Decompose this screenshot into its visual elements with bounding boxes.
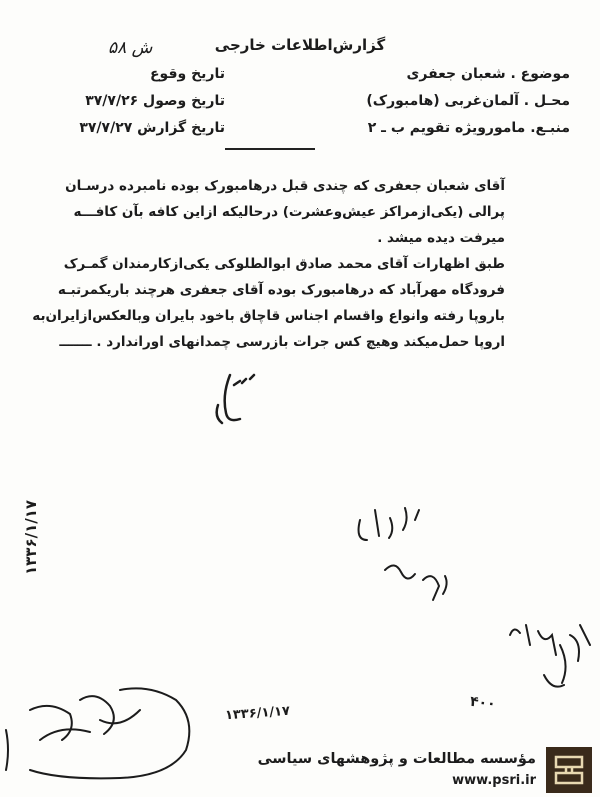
body-line: آقای شعبان جعفری که چندی قبل درهامبورک بوده نامبرده درسـان [65, 178, 505, 194]
right-note-number: ۴۰۰ [469, 693, 497, 713]
meta-label: محـل . [523, 93, 570, 109]
body-line: پرالی (یکی‌ازمراکز عیش‌وعشرت) درحالیکه ازاین کافه بآن کافـــه [73, 204, 505, 220]
bottom-date-stamp: ۱۳۳۶/۱/۱۷ [224, 703, 291, 724]
handwritten-note-bottom-left [0, 680, 200, 780]
meta-value: ۳۷/۷/۲۶ [85, 93, 139, 109]
body-line: میرفت دیده میشد . [377, 230, 505, 246]
separator-rule [225, 148, 315, 150]
institute-url[interactable]: www.psri.ir [452, 773, 536, 788]
meta-label: منبـع. [530, 120, 570, 136]
meta-date-occurrence [150, 66, 225, 82]
left-vertical-stamp: ۱۳۳۶/۱/۱۷ [22, 499, 40, 575]
meta-value: شعبان جعفری [406, 66, 506, 82]
institute-logo-icon [546, 747, 592, 793]
meta-value: مامورویژه تقویم ب ـ ۲ [367, 120, 526, 136]
meta-label: موضوع . [510, 66, 570, 82]
institute-name: مؤسسه مطالعات و پژوهشهای سیاسی [257, 751, 536, 767]
meta-location [366, 93, 570, 109]
signature-scribble [200, 365, 270, 435]
body-line: باروپا رفته وانواع واقسام اجناس قاچاق باخود بایران وبالعکس‌ازایران‌به [32, 308, 505, 324]
meta-date-received [85, 93, 225, 109]
body-line: طبق اظهارات آقای محمد صادق ابوالطلوکی یکی‌ازکارمندان گمـرک [63, 256, 505, 272]
body-line: اروپا حمل‌میکند وهیچ کس جرات بازرسی چمدانهای اوراندارد . ـــــــ [59, 334, 505, 350]
meta-label: تاریخ وقوع [149, 66, 225, 82]
body-line: فرودگاه مهرآباد که درهامبورک بوده آقای جعفری هرچند باریکمرتبـه [57, 282, 505, 298]
handwritten-annotation-right [500, 605, 595, 705]
handwritten-annotation-middle [345, 500, 465, 610]
meta-label: تاریخ گزارش [137, 120, 225, 136]
meta-label: تاریخ وصول [143, 93, 225, 109]
meta-subject [407, 66, 570, 82]
meta-value: ۳۷/۷/۲۷ [79, 120, 133, 136]
document-title: گزارش‌اطلاعات خارجی [214, 36, 386, 54]
footer-watermark [257, 745, 600, 797]
handwritten-number: ش ۵۸ [108, 38, 153, 58]
meta-value: آلمان‌غربی (هامبورک) [366, 93, 519, 109]
meta-source [368, 120, 570, 136]
meta-date-report [79, 120, 225, 136]
